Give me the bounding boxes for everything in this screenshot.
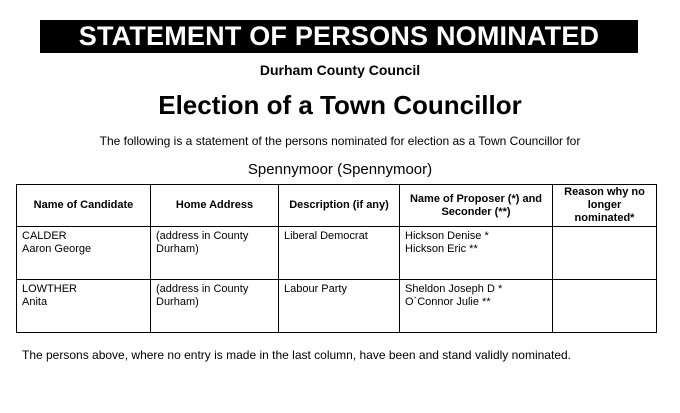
candidate-name-cell [17, 227, 151, 280]
header-name-of-candidate: Name of Candidate [17, 185, 151, 227]
candidate-name-cell [17, 280, 151, 333]
proposer-seconder-cell [400, 227, 553, 280]
proposer-name: Sheldon Joseph D * [405, 283, 503, 295]
party-description: Labour Party [284, 283, 347, 295]
seconder-name: Hickson Eric ** [405, 243, 478, 255]
header-home-address: Home Address [151, 185, 279, 227]
document-banner: STATEMENT OF PERSONS NOMINATED [40, 20, 638, 53]
address-line: Durham) [156, 243, 199, 255]
reason-cell [553, 280, 657, 333]
header-proposer-seconder: Name of Proposer (*) and Seconder (**) [400, 185, 553, 227]
proposer-seconder-cell [400, 280, 553, 333]
candidate-forenames: Aaron George [22, 243, 92, 255]
description-cell [279, 227, 400, 280]
header-description: Description (if any) [279, 185, 400, 227]
election-title: Election of a Town Councillor [158, 90, 522, 120]
table-row [17, 227, 657, 280]
council-name: Durham County Council [259, 62, 421, 78]
seconder-name: O`Connor Julie ** [405, 296, 491, 308]
address-line: (address in County [156, 283, 249, 295]
party-description: Liberal Democrat [284, 230, 368, 242]
proposer-name: Hickson Denise * [405, 230, 489, 242]
description-cell [279, 280, 400, 333]
table-header-row [17, 185, 657, 227]
candidate-surname: CALDER [22, 230, 67, 242]
intro-text: The following is a statement of the persons nominated for election as a Town Councillor for [99, 134, 581, 148]
address-line: Durham) [156, 296, 199, 308]
home-address-cell [151, 227, 279, 280]
home-address-cell [151, 280, 279, 333]
table-row [17, 280, 657, 333]
reason-cell [553, 227, 657, 280]
validity-footnote: The persons above, where no entry is made in the last column, have been and stand validly nominated. [22, 348, 571, 362]
address-line: (address in County [156, 230, 249, 242]
candidate-surname: LOWTHER [22, 283, 77, 295]
header-reason-no-longer-nominated: Reason why no longer nominated* [553, 185, 657, 227]
electoral-area: Spennymoor (Spennymoor) [247, 161, 433, 178]
candidate-forenames: Anita [22, 296, 48, 308]
nominations-table [16, 184, 657, 333]
